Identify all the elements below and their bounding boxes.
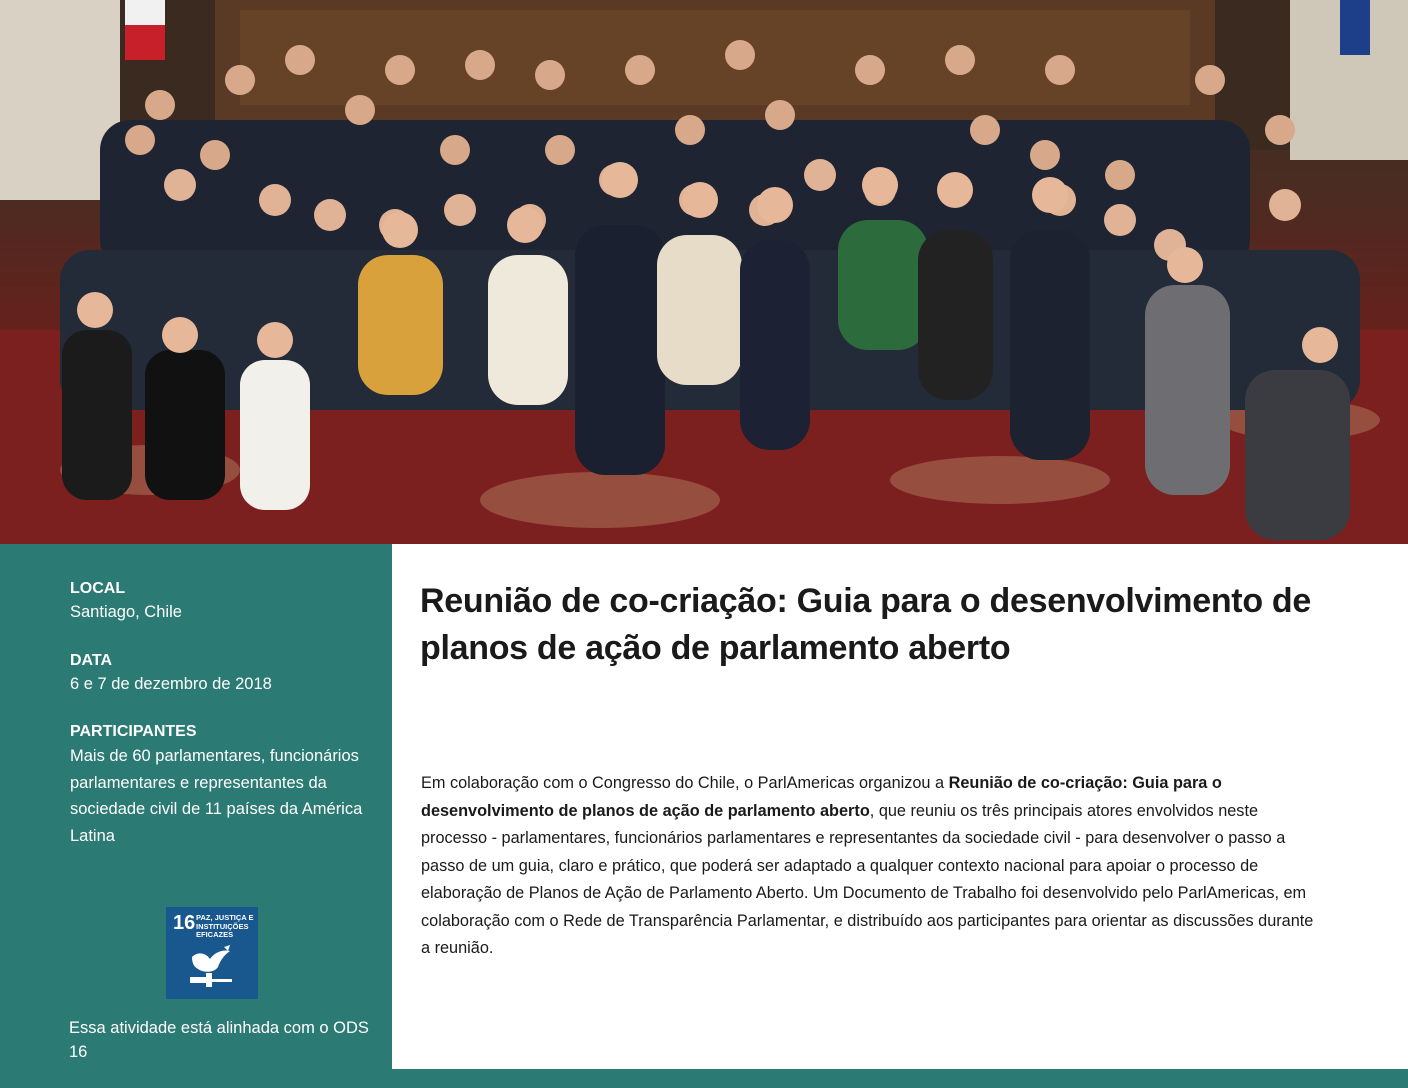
participants-label: PARTICIPANTES [70, 723, 197, 740]
bottom-accent-bar [392, 1069, 1408, 1088]
participants-value: Mais de 60 parlamentares, funcionários parlamentares e representantes da sociedade civil de 11 países da América Latina [70, 747, 363, 845]
dove-gavel-icon [184, 943, 240, 989]
sidebar-info-panel [0, 544, 392, 1088]
sdg-16-badge [166, 907, 258, 999]
participants-block [70, 721, 380, 849]
sdg-goal-text: PAZ, JUSTIÇA E INSTITUIÇÕES EFICAZES [196, 913, 254, 939]
date-label: DATA [70, 652, 113, 669]
sdg-number: 16 [173, 912, 196, 934]
local-value: Santiago, Chile [70, 603, 182, 621]
description-intro: Em colaboração com o Congresso do Chile, o ParlAmericas organizou a [421, 774, 949, 792]
description-event-name: Reunião de co-criação: Guia para o desenvolvimento de planos de ação de parlamento aberto [421, 774, 1222, 820]
description-paragraph [421, 770, 1321, 963]
local-block [70, 578, 380, 624]
date-block [70, 650, 380, 696]
description-rest: , que reuniu os três principais atores envolvidos neste processo - parlamentares, funcionários parlamentares e representantes da sociedade civil - para desenvolver o passo a passo de um guia, claro e prático, que poderá ser adaptado a qualquer contexto nacional para apoiar o processo de elaboração de Planos de Ação de Parlamento Aberto. Um Documento de Trabalho foi desenvolvido pelo ParlAmericas, em colaboração com o Rede de Transparência Parlamentar, e distribuído aos participantes para orientar as discussões durante a reunião. [421, 801, 1314, 957]
sdg-alignment-note: Essa atividade está alinhada com o ODS 16 [69, 1019, 369, 1061]
date-value: 6 e 7 de dezembro de 2018 [70, 675, 272, 693]
page-title: Reunião de co-criação: Guia para o desenvolvimento de planos de ação de parlamento aberto [420, 582, 1312, 667]
local-label: LOCAL [70, 580, 126, 597]
